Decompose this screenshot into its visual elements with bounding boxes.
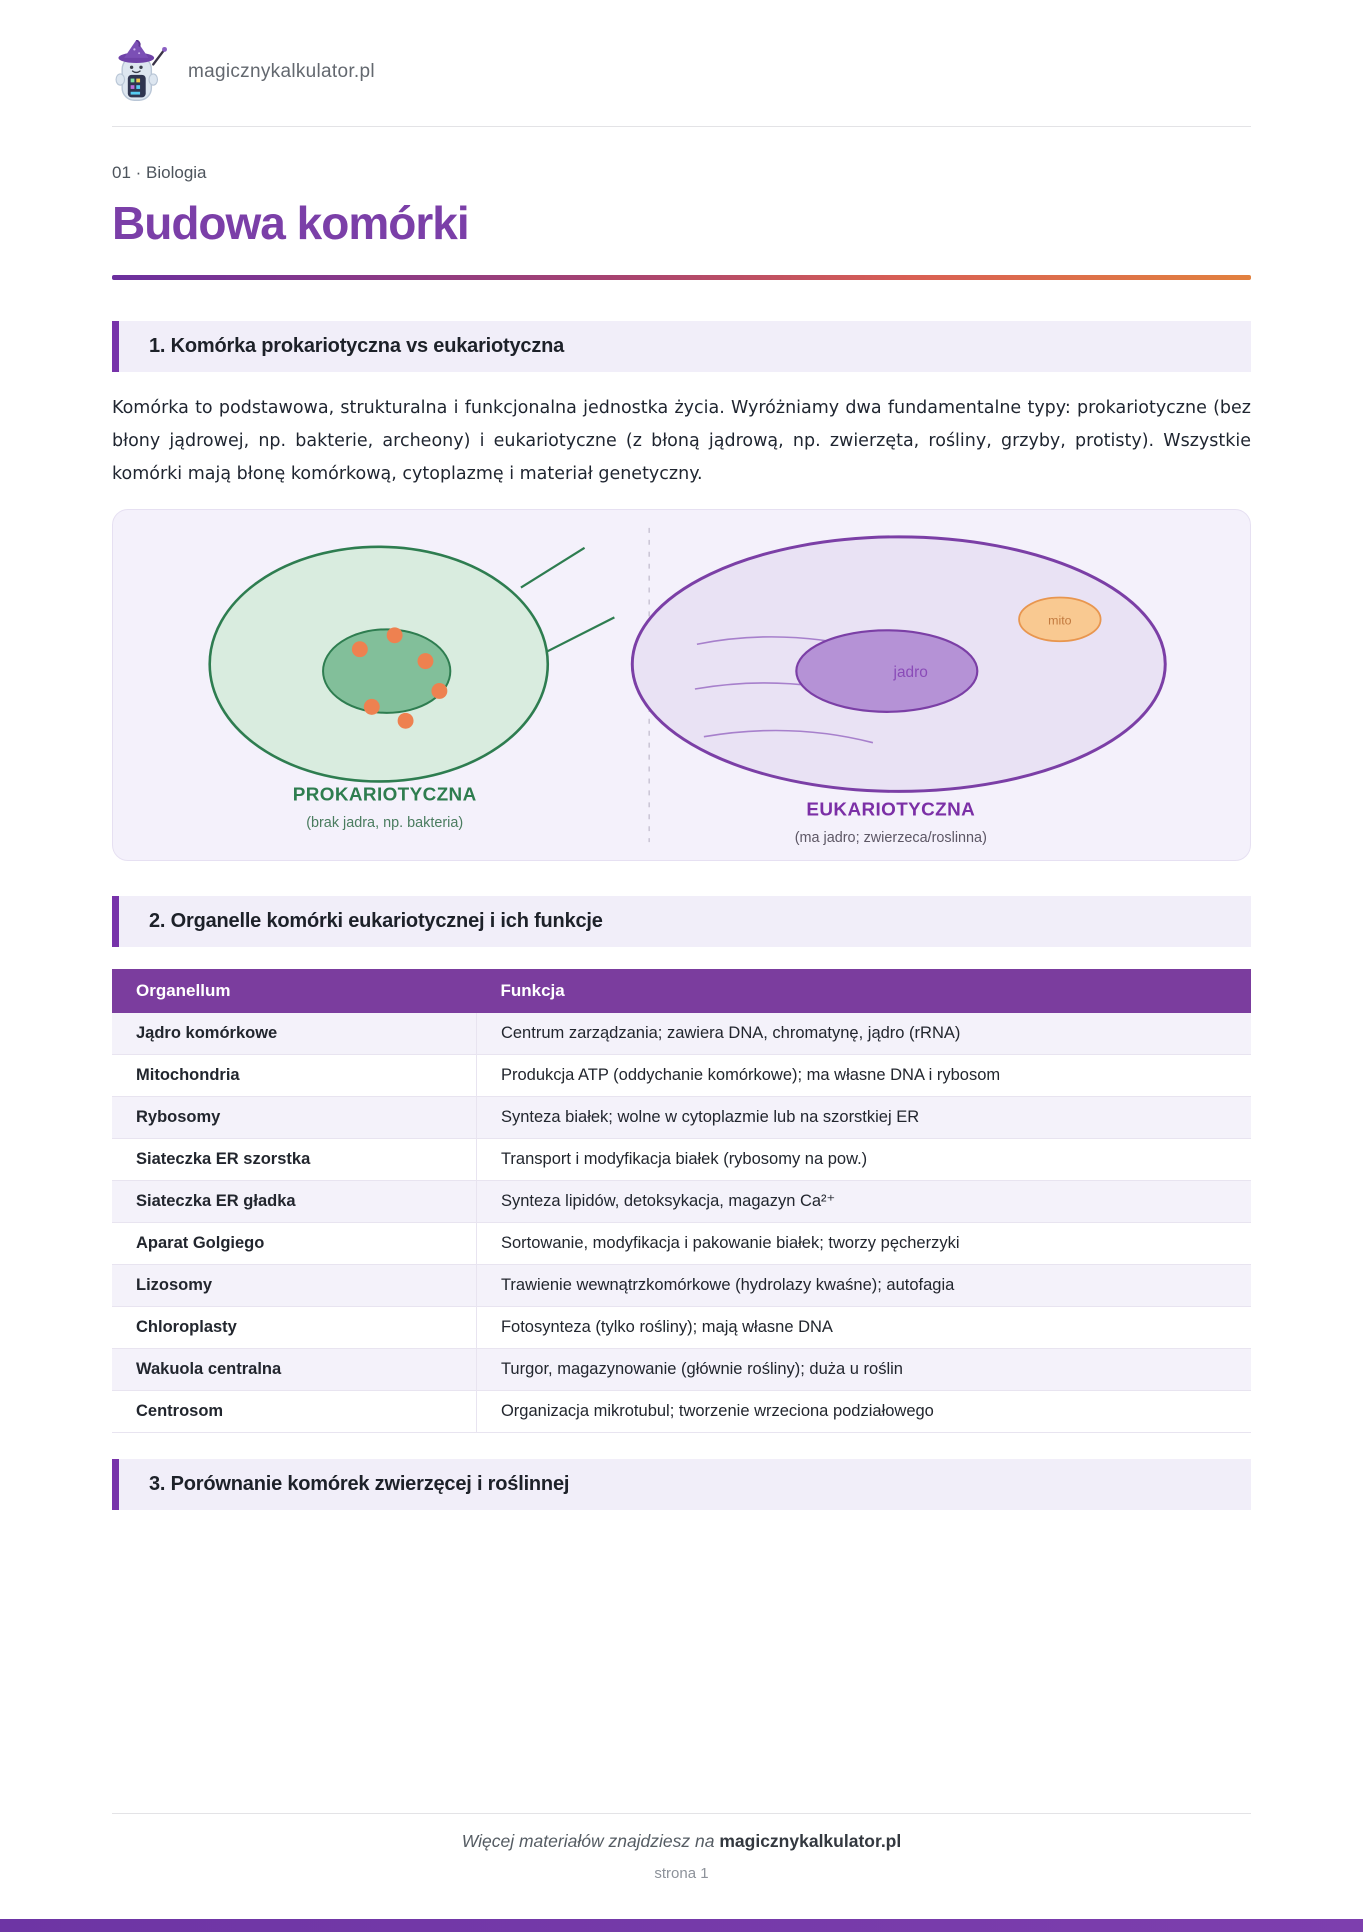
organelle-function-cell: Transport i modyfikacja białek (rybosomy na pow.) [476,1139,1251,1181]
page-title: Budowa komórki [112,197,469,249]
organelle-function-cell: Synteza lipidów, detoksykacja, magazyn Ca²⁺ [476,1181,1251,1223]
cell-diagram-svg [113,510,1250,860]
prokaryote-caption: (brak jadra, np. bakteria) [306,815,464,832]
title-gradient-rule [112,275,1251,280]
organelle-function-cell: Produkcja ATP (oddychanie komórkowe); ma własne DNA i rybosom [476,1055,1251,1097]
intro-paragraph: Komórka to podstawowa, strukturalna i funkcjonalna jednostka życia. Wyróżniamy dwa fundamentalne typy: prokariotyczne (bez błony jądrowej, np. bakterie, archeony) i eukariotyczne (z błoną jądrową, np. zwierzęta, rośliny, grzyby, protisty). Wszystkie komórki mają błonę komórkową, cytoplazmę i materiał genetyczny. [112,398,1251,484]
ribosome-dot [364,699,380,715]
organelle-function-cell: Centrum zarządzania; zawiera DNA, chromatynę, jądro (rRNA) [476,1013,1251,1055]
column-header-funkcja: Funkcja [476,969,1251,1013]
page-number: strona 1 [654,1865,709,1882]
wizard-mascot-logo-icon [112,40,170,104]
section-1 [112,321,1251,861]
organelle-table [112,969,1251,1433]
nucleoid-shape [323,629,450,713]
organelle-function-cell: Turgor, magazynowanie (głównie rośliny); duża u roślin [476,1349,1251,1391]
nucleus-label: jadro [893,664,928,682]
table-header-row [112,969,1251,1013]
breadcrumb: 01 · Biologia [112,163,207,182]
section-3 [112,1459,1251,1510]
organelle-name-cell: Lizosomy [112,1265,476,1307]
cell-comparison-diagram [112,509,1251,861]
organelle-name-cell: Chloroplasty [112,1307,476,1349]
organelle-function-cell: Synteza białek; wolne w cytoplazmie lub na szorstkiej ER [476,1097,1251,1139]
section-3-heading: 3. Porównanie komórek zwierzęcej i roślinnej [149,1473,570,1495]
organelle-function-cell: Organizacja mikrotubul; tworzenie wrzeciona podziałowego [476,1391,1251,1433]
ribosome-dot [387,627,403,643]
table-row [112,1265,1251,1307]
ribosome-dot [418,653,434,669]
page-footer [112,1813,1251,1882]
table-row [112,1349,1251,1391]
table-row [112,1391,1251,1433]
table-row [112,1307,1251,1349]
column-header-organellum: Organellum [112,969,476,1013]
footer-note [112,1830,1251,1853]
organelle-function-cell: Trawienie wewnątrzkomórkowe (hydrolazy kwaśne); autofagia [476,1265,1251,1307]
eukaryote-label: EUKARIOTYCZNA [806,799,976,821]
organelle-name-cell: Siateczka ER gładka [112,1181,476,1223]
organelle-name-cell: Jądro komórkowe [112,1013,476,1055]
table-row [112,1055,1251,1097]
footer-note-prefix: Więcej materiałów znajdziesz na [461,1831,720,1851]
organelle-function-cell: Sortowanie, modyfikacja i pakowanie białek; tworzy pęcherzyki [476,1223,1251,1265]
table-row [112,1097,1251,1139]
table-row [112,1181,1251,1223]
organelle-name-cell: Siateczka ER szorstka [112,1139,476,1181]
organelle-function-cell: Fotosynteza (tylko rośliny); mają własne DNA [476,1307,1251,1349]
organelle-name-cell: Centrosom [112,1391,476,1433]
ribosome-dot [398,713,414,729]
prokaryote-label: PROKARIOTYCZNA [292,784,477,806]
section-2 [112,896,1251,1433]
bottom-accent-bar [0,1919,1363,1932]
table-row [112,1013,1251,1055]
section-3-banner [112,1459,1251,1510]
ribosome-dot [431,683,447,699]
table-row [112,1223,1251,1265]
organelle-name-cell: Wakuola centralna [112,1349,476,1391]
ribosome-dot [352,641,368,657]
nucleus-shape [796,630,977,712]
section-2-banner [112,896,1251,947]
section-1-heading: 1. Komórka prokariotyczna vs eukariotyczna [149,335,565,357]
organelle-name-cell: Mitochondria [112,1055,476,1097]
pilus-line [521,548,585,588]
section-1-banner [112,321,1251,372]
table-row [112,1139,1251,1181]
footer-site-name: magicznykalkulator.pl [719,1831,902,1851]
site-header [112,0,1251,127]
eukaryote-caption: (ma jadro; zwierzeca/roslinna) [794,830,987,847]
mitochondrion-label: mito [1048,613,1072,628]
organelle-name-cell: Rybosomy [112,1097,476,1139]
section-2-heading: 2. Organelle komórki eukariotycznej i ich funkcje [149,910,603,932]
site-name: magicznykalkulator.pl [188,61,375,82]
organelle-name-cell: Aparat Golgiego [112,1223,476,1265]
pilus-line [538,617,615,656]
